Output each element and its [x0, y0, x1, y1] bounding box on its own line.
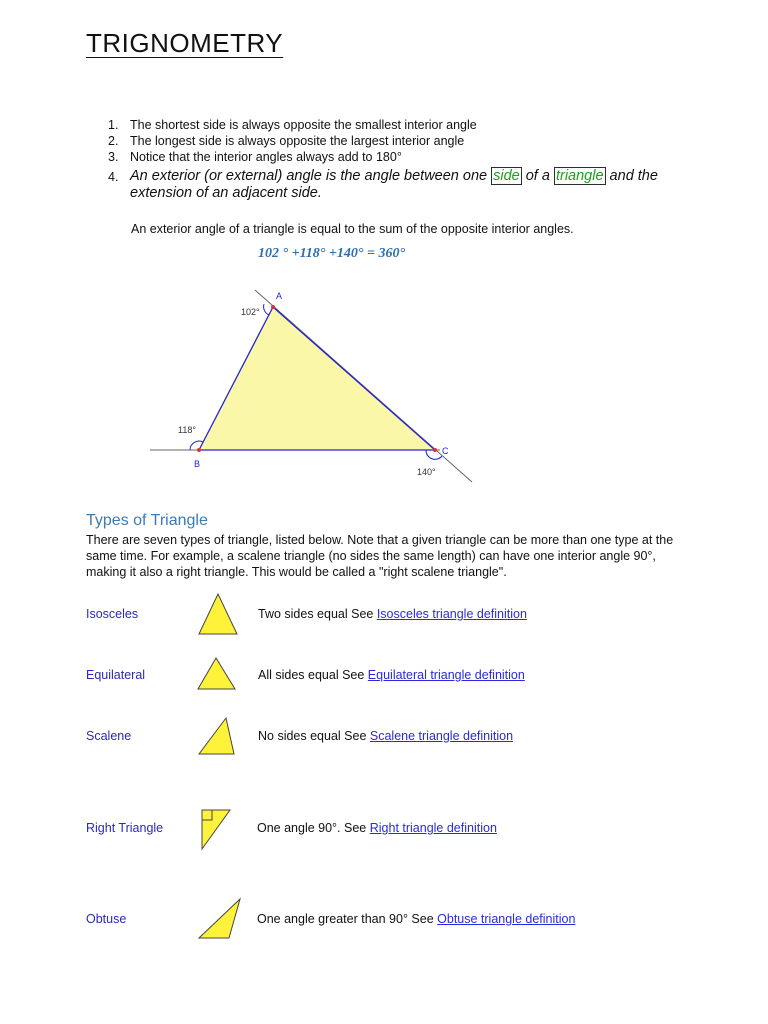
- label-angle-a: 102°: [241, 307, 260, 317]
- right-definition-link[interactable]: Right triangle definition: [369, 821, 497, 835]
- type-desc-isosceles: Two sides equal See Isosceles triangle definition: [258, 607, 527, 621]
- isosceles-definition-link[interactable]: Isosceles triangle definition: [376, 607, 527, 621]
- right-triangle-icon: [198, 808, 234, 852]
- type-desc-right: One angle 90°. See Right triangle definition: [257, 821, 497, 835]
- list-text: The longest side is always opposite the largest interior angle: [130, 134, 465, 148]
- type-name-scalene: Scalene: [86, 729, 132, 743]
- exterior-angle-diagram: [140, 280, 480, 490]
- type-name-isosceles: Isosceles: [86, 607, 139, 621]
- obtuse-triangle-icon: [196, 896, 244, 942]
- exterior-angle-definition: [130, 168, 658, 184]
- obtuse-definition-link[interactable]: Obtuse triangle definition: [437, 912, 576, 926]
- definition-text-line2: extension of an adjacent side.: [130, 185, 322, 201]
- list-item: [108, 168, 708, 204]
- equilateral-definition-link[interactable]: Equilateral triangle definition: [367, 668, 525, 682]
- list-number: 4.: [108, 170, 119, 184]
- type-name-equilateral: Equilateral: [86, 668, 146, 682]
- vertex-b: [197, 448, 201, 452]
- page-title: TRIGNOMETRY: [86, 28, 284, 58]
- list-number: 2.: [108, 134, 119, 148]
- exterior-angle-sum-text: An exterior angle of a triangle is equal to the sum of the opposite interior angles.: [131, 222, 574, 236]
- list-item: [108, 150, 668, 166]
- types-heading: Types of Triangle: [86, 512, 208, 529]
- scalene-triangle-icon: [196, 716, 238, 758]
- definition-text: of a: [521, 168, 554, 184]
- list-item: [108, 134, 668, 150]
- scalene-definition-link[interactable]: Scalene triangle definition: [369, 729, 514, 743]
- type-desc-equilateral: All sides equal See Equilateral triangle definition: [258, 668, 525, 682]
- label-vertex-a: A: [276, 291, 283, 301]
- type-name-obtuse: Obtuse: [86, 912, 127, 926]
- type-desc-scalene: No sides equal See Scalene triangle definition: [258, 729, 514, 743]
- equilateral-triangle-icon: [196, 656, 238, 692]
- type-name-right: Right Triangle: [86, 821, 164, 835]
- isosceles-triangle-icon: [196, 592, 242, 636]
- label-vertex-c: C: [442, 446, 449, 456]
- label-vertex-b: B: [194, 459, 201, 469]
- list-text: Notice that the interior angles always add to 180°: [130, 150, 402, 164]
- vertex-c: [433, 448, 437, 452]
- side-link[interactable]: side: [493, 168, 520, 184]
- types-description: There are seven types of triangle, listed below. Note that a given triangle can be more than one type at the same time. For example, a scalene triangle (no sides the same length) can have one interior angle 90°, making it also a right triangle. This would be called a "right scalene triangle".: [86, 533, 674, 579]
- definition-text: An exterior (or external) angle is the angle between one: [130, 168, 492, 184]
- definition-text: and the: [605, 168, 658, 184]
- list-item: [108, 118, 668, 134]
- triangle-link[interactable]: triangle: [555, 168, 604, 184]
- angle-arc-a: [264, 304, 269, 315]
- angle-sum-equation: 102 ° +118° +140° = 360°: [258, 246, 406, 261]
- vertex-a: [271, 305, 275, 309]
- label-angle-b: 118°: [178, 425, 196, 435]
- list-text: The shortest side is always opposite the smallest interior angle: [130, 118, 477, 132]
- list-number: 1.: [108, 118, 119, 132]
- list-number: 3.: [108, 150, 119, 164]
- label-angle-c: 140°: [417, 467, 436, 477]
- type-desc-obtuse: One angle greater than 90° See Obtuse triangle definition: [257, 912, 576, 926]
- triangle-fill: [199, 307, 435, 450]
